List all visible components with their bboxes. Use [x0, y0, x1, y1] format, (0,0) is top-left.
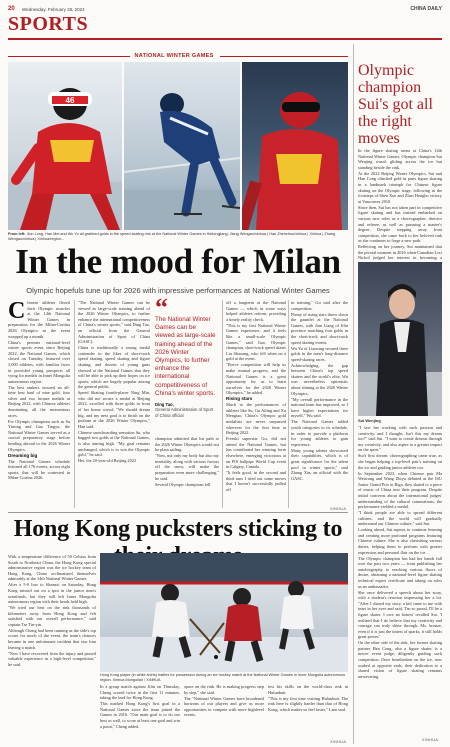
hk-col3-p2: The "National Winter Games have broadened horizons of our players and give us more opportunities to compete with more highlevel events.: [184, 695, 264, 718]
photo-skater-3: [242, 62, 348, 230]
photo-sui-wenjing: [358, 262, 442, 416]
col-divider: [222, 300, 223, 508]
page-number: 20: [8, 6, 15, 12]
main-col5-p1: in training," Gu said after the competition.: [291, 300, 348, 311]
hk-col-1: [8, 554, 96, 668]
main-col3-p2: "Now, not only my body but also my mentality, along with various factors off the snow, will make the preparation even more challenging," he said.: [155, 453, 219, 481]
sidebar-p10: The Olympic champion has had her hands full over the past two years — from publishing her autobiography to reaching various floors of desire, obtaining a national-level figure skating technical expert certificate and taking on roles as an ambassador.: [358, 555, 442, 589]
drop-cap: C: [8, 298, 26, 324]
pull-quote-text: The National Winter Games can be viewed as large-scale training ahead of the 2026 Winter Olympics, to further enhance the international competitiveness of China's winter sports.: [155, 316, 216, 397]
main-col-2: [78, 300, 150, 464]
main-col5-p3: Wu Yu of Liaoning secured three golds in the men's long-distance speed-skating races.: [291, 345, 348, 362]
main-col-4: [226, 300, 286, 493]
sidebar-p3: Since then, Sui has not taken part in competitive figure skating and has instead embarked on various new roles as a choreographer, director and referee, as well as pursuing a master's degree. Despite stepping away from competition, she came back to her beloved rink as she continues to forge a new path.: [358, 204, 442, 244]
subheading-rising-stars: Rising stars: [226, 396, 253, 402]
main-headline: In the mood for Milan: [15, 242, 341, 281]
main-subhead: Olympic hopefuls tune up for 2026 with impressive performances at National Winter Games: [26, 286, 330, 295]
sidebar-p5: "I saw her working with such passion and creativity, and I thought, Isn't this my dream too?" said Sui. "I want to create dreams through my creativity, and also aspire to a greater impact on the sport.": [358, 425, 442, 453]
sidebar-divider: [353, 44, 354, 744]
photo-skater-1: [8, 62, 122, 230]
hk-col4-p2: "This is my first time visiting Hulunbuir. The rink here is slightly harder than that of Hong Kong, which makes us feel faster," Lam said.: [268, 695, 348, 712]
hk-byline: XINHUA: [330, 740, 347, 744]
main-col4-p2: "This is my first National Winter Games experience, and it feels like a small-scale Olympic Games," said Gao, Olympic champion, short-track speed skater Liu Shaoang, who fell when on a gold at the event.: [226, 322, 286, 362]
hk-col1-p4: Although Cheng had been running as the side's top scorer for much of the event, the team's chances became in one unfortunate incident that saw him leaving a match.: [8, 627, 96, 650]
main-col5-p2: Plenty of rising stars threw down the gauntlet at the National Games, with Jian Liang of Jilin province matching four golds in the short-track and short-track speed skating events.: [291, 311, 348, 345]
sidebar-p9: Looking ahead, Sui aspires to continue learning and creating more profound programs featuring Chinese culture. She is also cherishing various duties, helping them to perform with greater expression and personal flair on the ice.: [358, 527, 442, 555]
col-divider: [74, 300, 75, 508]
pull-quote-attribution: Ding Tao, General Administration of Sport of China official: [155, 402, 214, 418]
main-col4-p3: "Fierce competition will help us make mutual progress, and the National Games is a great opportunity for us to learn ourselves for the 2026 Winter Olympics," he added.: [226, 362, 286, 396]
hk-photo-caption: Hong Kong player (in white shirts) battles for possession during an ice hockey match at the National Winter Games in Inner Mongolia autonomous region. Xinhua Mongolian / XINHUA: [100, 673, 346, 682]
main-col4-p1: off a longterm at the National Games — which in some ways helped athletes reform, providing a timely reality check.: [226, 300, 286, 322]
svg-text:46: 46: [65, 96, 75, 105]
main-col3-p3: Several Olympic champions fell: [155, 481, 211, 487]
col-divider: [288, 300, 289, 508]
hk-col1-p5: "Now I have recovered from the injury and passed valuable experience in a high-level competition," he said.: [8, 650, 96, 667]
section-rule: [8, 38, 442, 40]
hk-col-3: [184, 684, 264, 718]
hk-col-4: [268, 684, 348, 742]
main-col5-p6: The National Games added youth categories to its schedule, in order to provide a platform for young athletes to gain experience.: [291, 419, 348, 447]
main-col1-p4: For Olympic champions such as Su Yiming and Gao Tingyu, the National Winter Games served as a crucial preparatory stage before heading abroad to the 2026 Winter Olympics.: [8, 418, 70, 452]
hk-col-2: [100, 684, 180, 730]
pull-quote: [155, 293, 217, 418]
main-col2-p1: "The National Winter Games can be viewed as large-scale training ahead of the 2026 Winter Olympics, to further enhance the international competitiveness of China's winter sports," said Ding Tao, an official from the General Administration of Sport of China (GASC).: [78, 300, 150, 345]
main-col4-p4: Much to the performances of athletes like Su, Gu Ailing and Xu Mengtao, China's Olympic gold medalists are never surpassed wherever for the first time at Beijing 2022.: [226, 402, 286, 436]
sidebar-p2: At the 2022 Beijing Winter Olympics, Sui and Han Cong clinched gold in pairs figure skating in a landmark triumph for Chinese figure skating on the Olympic stage, following in the footsteps of Shen Xue and Zhao Hongbo victory at Vancouver 2010.: [358, 170, 442, 204]
main-byline: XINHUA: [330, 507, 347, 511]
main-col1-p5: The National Games schedule featured all 176 events, across eight sports, that will be contested in Milan-Cortina 2026.: [8, 458, 70, 481]
sidebar-p8: "I think people are able to spread different cultures, and the world will gradually understand our Chinese culture," said Sui.: [358, 510, 442, 527]
main-col-1: [8, 300, 70, 481]
story-separator: [8, 512, 348, 513]
hk-col2-p2: This marked Hong Kong's first goal in a National Games since the team joined the Games in 2016. "Our main goal is to do our best as well, to score at least one goal and win a point," Cheng added.: [100, 701, 180, 729]
main-col-5: [291, 300, 348, 482]
main-col2-p2: China is traditionally a strong medal contender in the likes of short-track speed skating, speed skating and figure skating, and dozens of young guns showed at the National Games that they will be able to pick up their hopes on ice sports, which are hugely popular among the general public.: [78, 345, 150, 390]
sidebar-col-bottom: [358, 425, 442, 680]
section-title: SPORTS: [8, 13, 89, 35]
sidebar-photo-caption: Sui Wenjing: [358, 418, 381, 423]
paper-name: CHINA DAILY: [410, 6, 442, 12]
main-col3-p1: champion admitted that his path to the 2026 Winter Olympics would not be plain sailing.: [155, 436, 219, 453]
main-col5-p7: Many young talents showcased their capabilities, which is of great significance for the talent pool in winter sports," said Zhang Xin, an official with the GASC.: [291, 447, 348, 481]
sidebar-p7: In September 2023, when Chinese pair Ma Weiwang and Wang Zhiyu debuted at the ISU Junior Grand Prix in Riga, they skated to a piece of music of China into their program. Despite initial concerns about the international judges' understanding of the cultural connotations, the performance yielded a medal.: [358, 470, 442, 510]
sidebar-p11: She once delivered a speech about her story, with a student's reaction impressing her a lot. "After I shared my story, a kid came to me with tears in her eyes and said, 'I'm so proud. I'll be a figure skater. I owe an honest' recalled Sui. 'I realized that I do believe that my creativity and courage can truly shine through. Ms. bronze, even if it is just the tiniest of sparks, it still holds great power.': [358, 589, 442, 640]
main-col1-p1: Chinese athletes flexed their Olympic muscles at the 14th National Winter Games in preparation for the Milan-Cortina 2026 Olympics as the event wrapped up a month.: [8, 298, 70, 339]
hk-col2-p1: In a group match against Jilin on Thursday, Cheng scored twice in the first 11 minutes, taking the lead for Hong Kong.: [100, 684, 180, 701]
subheading-dreaming-big: Dreaming big: [8, 452, 38, 458]
main-col4-p5: Freeski superstar Gu, did not attend the National Games, but has contributed her winning form elsewhere, emerging victorious at an FIS halfpipe World Cup event in Calgary, Canada.: [226, 436, 286, 470]
main-col2-p3: Speed Skating fourth-placer Ning Min, who did not secure a medal at Beijing 2022, excelled with three golds in front of her home crowd. "We should dream big, and my next goal is to finish on the podium at the 2026 Winter Olympics," Han said.: [78, 390, 150, 429]
sidebar-p1: In the figure skating arena at China's 14th National Winter Games, Olympic champion Sui Wenjing wasn't gliding across the ice but standing beside the rink.: [358, 148, 442, 170]
hk-col1-p1: With a temperature difference of 50 Celsius from South to Northeast China, the Hong Kong special administrative region was the ice hockey team of Hong Kong, China acclimatized themselves admirably at the 14th National Winter Games.: [8, 554, 96, 582]
hk-col3-p1: space on the rink. He is making progress step by step," she said.: [184, 684, 264, 695]
kicker-rule-right: [220, 56, 348, 57]
sidebar-byline: XINHUA: [422, 738, 439, 742]
hk-col4-p1: test his skills on the world-class rink in Hulunbuir.: [268, 684, 348, 695]
sidebar-p6: Sui's first dream: choreographing came true, as she began helping a top-level pair's training on the ice and guiding junior athletes too.: [358, 453, 442, 470]
photo-skater-2: [124, 62, 240, 230]
hk-col1-p3: "We tried our best on the rink thousands of kilometers away from Hong Kong and felt satisfied with our overall performance," said captain Tse Tin-yin.: [8, 605, 96, 627]
main-col4-p6: "It feels good, in the second and third runs I tried out some moves that I haven't successfully pulled off: [226, 470, 286, 492]
photo-hk-hockey: [100, 553, 348, 672]
main-col1-p2: China's premier national-level winter sports event since Beijing 2022, the National Games, which closed on Tuesday, featured over 3,000 athletes, with familiar faces in provided young prospects all vying for medals in Inner Mongolia autonomous region.: [8, 339, 70, 384]
sidebar-col-top: [358, 148, 442, 267]
issue-date: Wednesday, February 28, 2024: [22, 7, 85, 12]
hk-col1-p2: After a 5-0 loss to Shaanxi on Saturday, Hong Kong missed out on a spot in the junior men's semifinals, but they still left Inner Mongolia autonomous region with their heads held high.: [8, 582, 96, 605]
sidebar-title: Olympic champion Sui's got all the right moves: [358, 62, 433, 147]
hk-headline: Hong Kong pucksters sticking to: [13, 516, 343, 542]
main-col1-p3: The best rankers secured an all-time best haul of nine gold, four silver and two bronze medals at Beijing 2022, with Chinese athletes dominating all the momentous races.: [8, 384, 70, 418]
main-col-3: [155, 436, 219, 488]
sidebar-p4: Reflecting on her journey, Sui maintained that the pivotal moment in 2016 when Canadian Lori Nichol judged her interest in becoming a: [358, 244, 442, 261]
main-col2-p4: Chinese snowboarding sensation Su, who bagged two golds at the National Games, is also aiming high. "My goal remains unchanged, which is to win the Olympic gold," he said.: [78, 429, 150, 458]
quote-mark-icon: “: [155, 293, 168, 322]
main-col5-p4: Acknowledging, the gap between China's top speed skaters and the world's elite, Wu was nevertheless optimistic about shining at the 2026 Winter Olympics.: [291, 362, 348, 396]
top-photo-caption: From left: Jiun Long, Han Mei and Wu Yu all grabbed golds in the speed skating rink at the National Winter Games in Heilongjiang. Jiang Wengao/xinhua | Han Zhenzhou/xinhua | Xinhua | Zhang Wengao/xinhua | Xinhua/region...: [8, 232, 336, 241]
main-col2-p5: Hei, the 20-year-old Beijing 2022: [78, 458, 137, 464]
sidebar-p12: On the other side of the rink, her former skating partner Han Cong, also a figure skater, is a newer event judge, diligently guiding such competition. Once heartbroken on the ice, now soaked at opposite ends, their dedication to a shared vision of figure skating remains unwavering.: [358, 640, 442, 679]
kicker: NATIONAL WINTER GAMES: [0, 53, 348, 59]
main-col5-p5: "My overall performance in the national team has improved, so I have higher expectations for myself," Wu said.: [291, 396, 348, 419]
